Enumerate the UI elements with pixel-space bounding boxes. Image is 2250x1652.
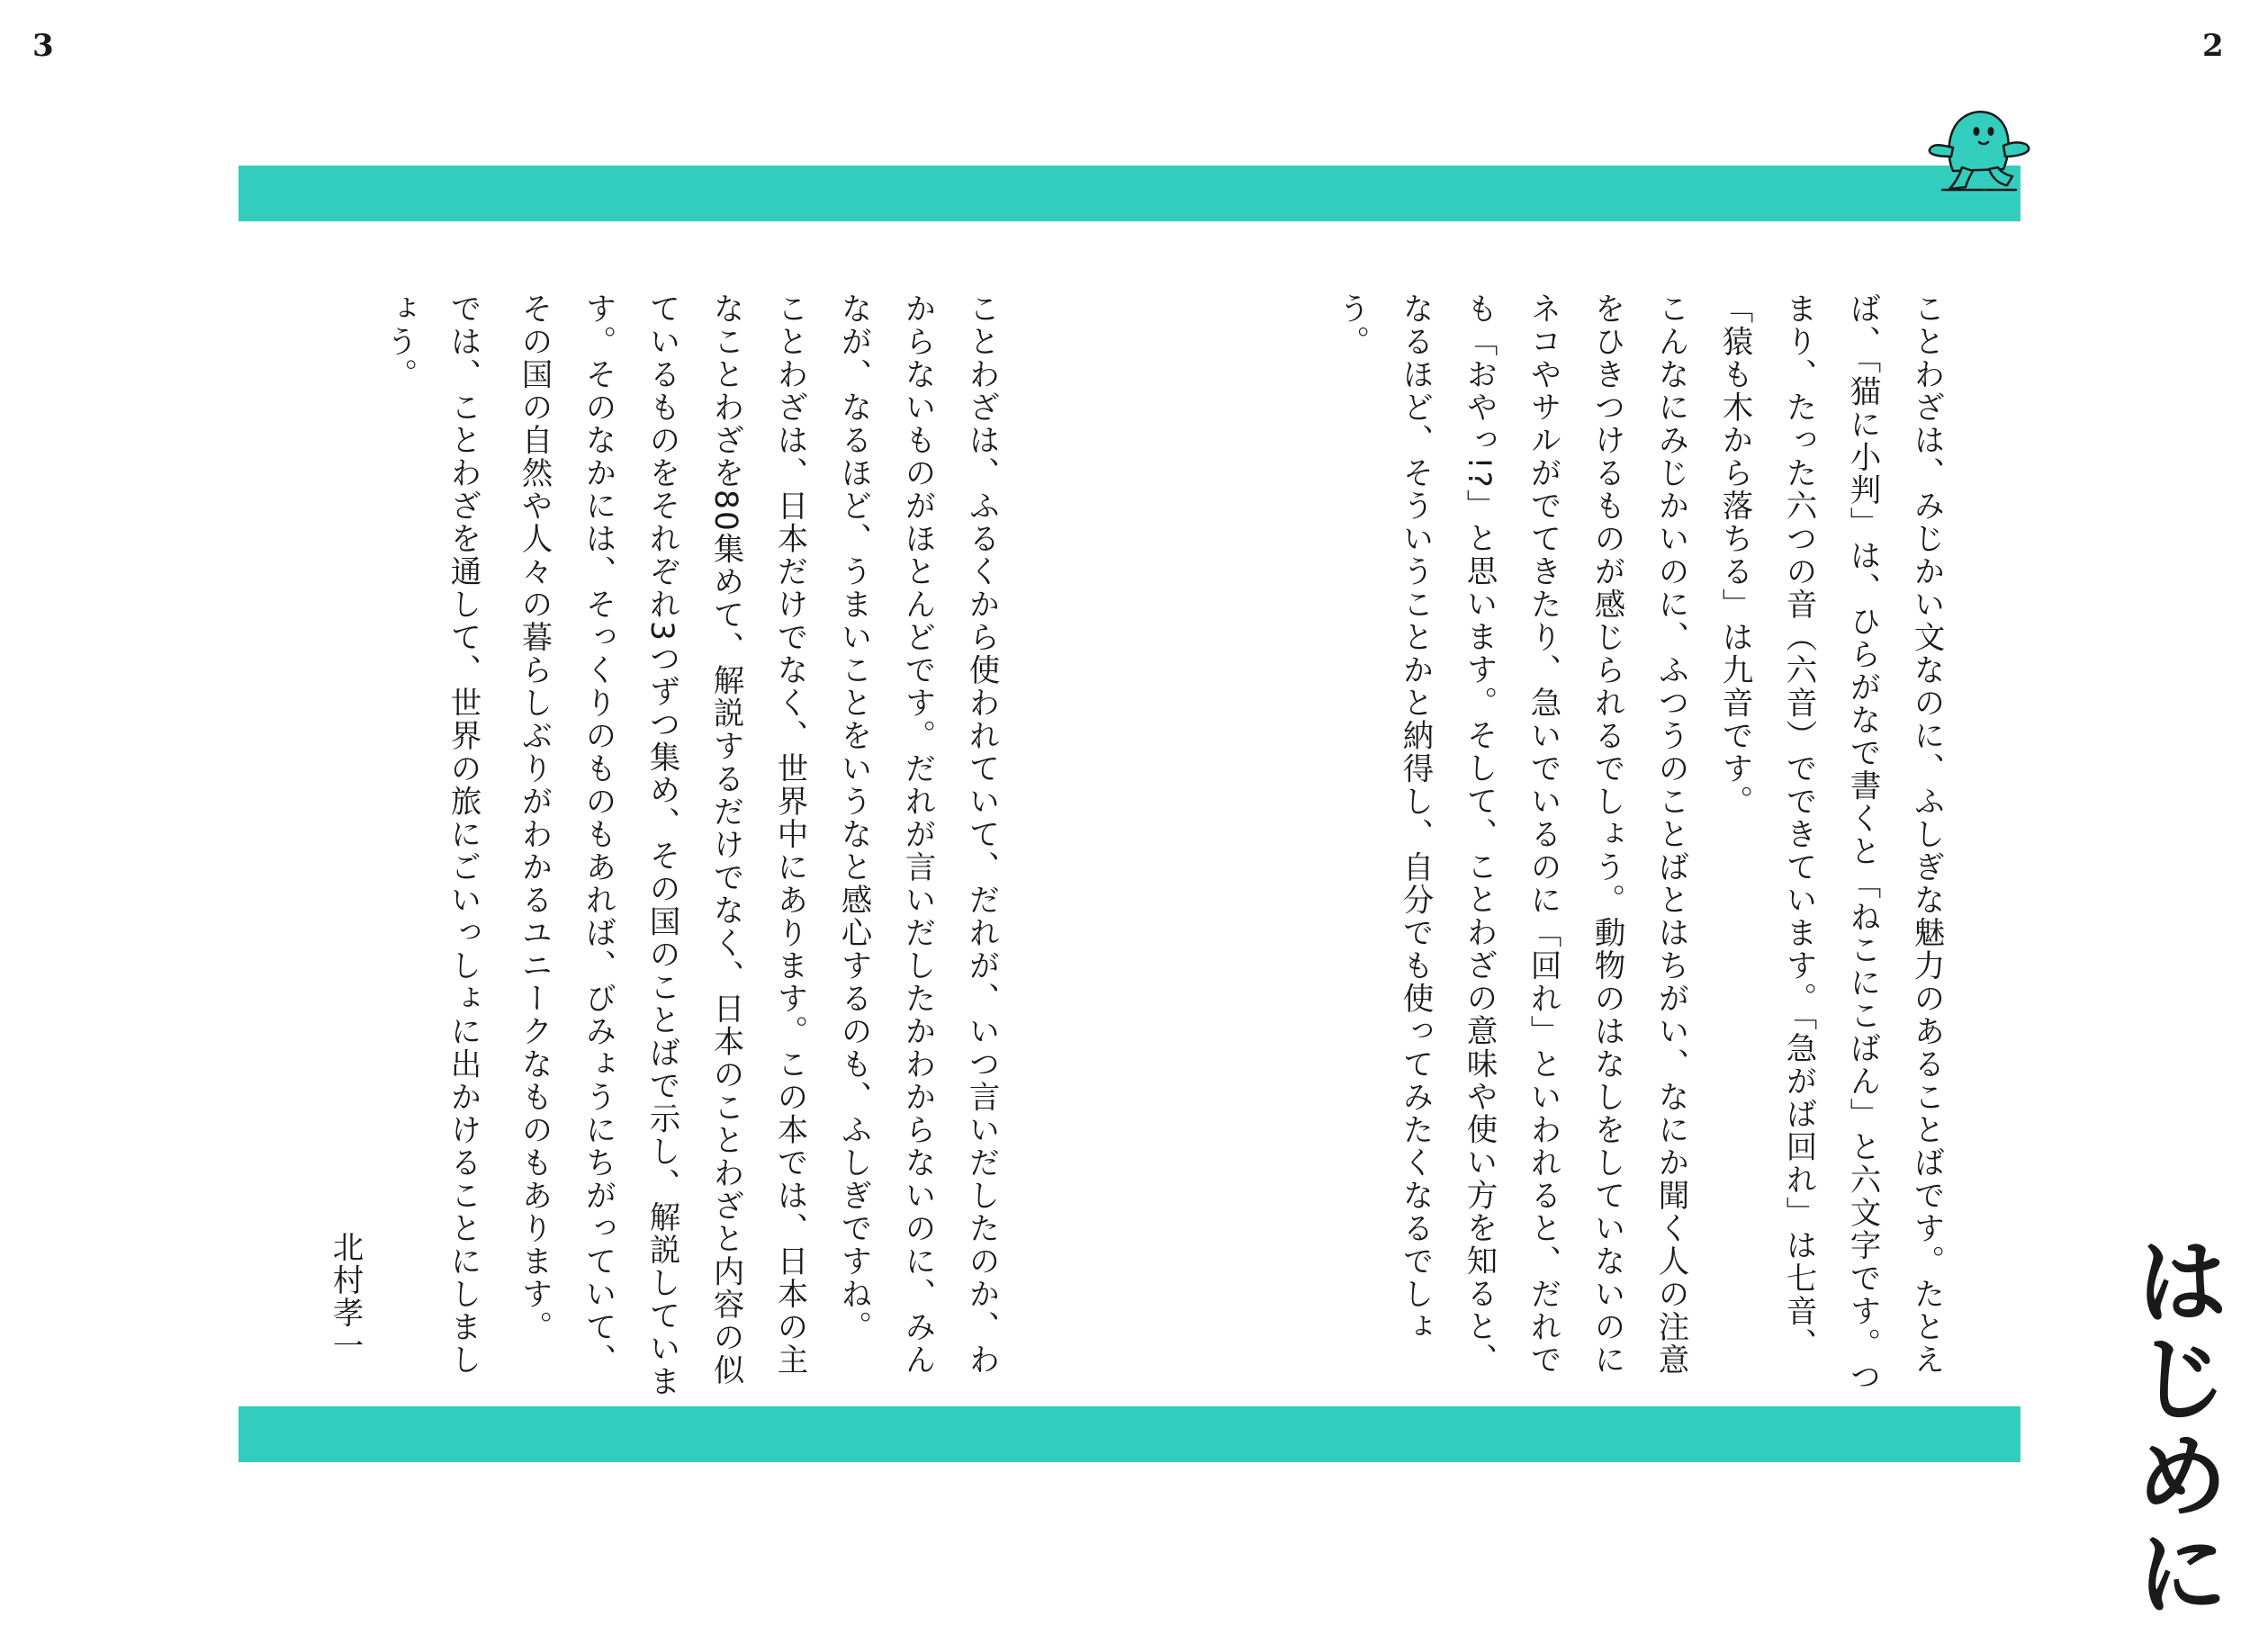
paragraph: こんなにみじかいのに、ふつうのことばとはちがい、なにか聞く人の注意をひきつけるものが感じられるでしょう。動物のはなしをしていないのにネコやサルがでてきたり、急いでいるのに「回れ」といわれると、だれでも「おやっ!?」と思います。そして、ことわざの意味や使い方を知ると、なるほど、そういうことかと納得し、自分でも使ってみたくなるでしょう。 — [1333, 292, 1688, 1377]
body-text-left-column — [374, 292, 1012, 1399]
body-text-right-column — [1328, 292, 1958, 1399]
bottom-accent-band — [238, 1406, 2020, 1462]
paragraph: では、ことわざを通して、世界の旅にごいっしょに出かけることにしましょう。 — [381, 292, 481, 1377]
page-title: はじめに — [2120, 1233, 2229, 1621]
paragraph: ことわざは、ふるくから使われていて、だれが、いつ言いだしたのか、わからないものがほとんどです。だれが言いだしたかわからないのに、みんなが、なるほど、うまいことをいうなと感心するのも、ふしぎですね。 — [835, 292, 999, 1377]
top-accent-band — [238, 166, 2020, 221]
paragraph: ことわざは、みじかい文なのに、ふしぎな魅力のあることばです。たとえば、「猫に小判」は、ひらがなで書くと「ねこにこばん」と六文字です。つまり、たった六つの音（六音）でできています。「急がば回れ」は七音、「猿も木から落ちる」は九音です。 — [1716, 292, 1944, 1394]
teal-creature-mascot-icon — [1926, 101, 2034, 195]
author-name: 北村孝一 — [327, 1231, 363, 1362]
page-number-right: 2 — [2202, 28, 2224, 64]
page-number-left: 3 — [32, 28, 54, 64]
paragraph: ことわざは、日本だけでなく、世界中にあります。この本では、日本の主なことわざを80集めて、解説するだけでなく、日本のことわざと内容の似ているものをそれぞれ3つずつ集め、その国のことばで示し、解説しています。そのなかには、そっくりのものもあれば、びみょうにちがっていて、その国の自然や人々の暮らしぶりがわかるユニークなものもあります。 — [516, 292, 807, 1398]
